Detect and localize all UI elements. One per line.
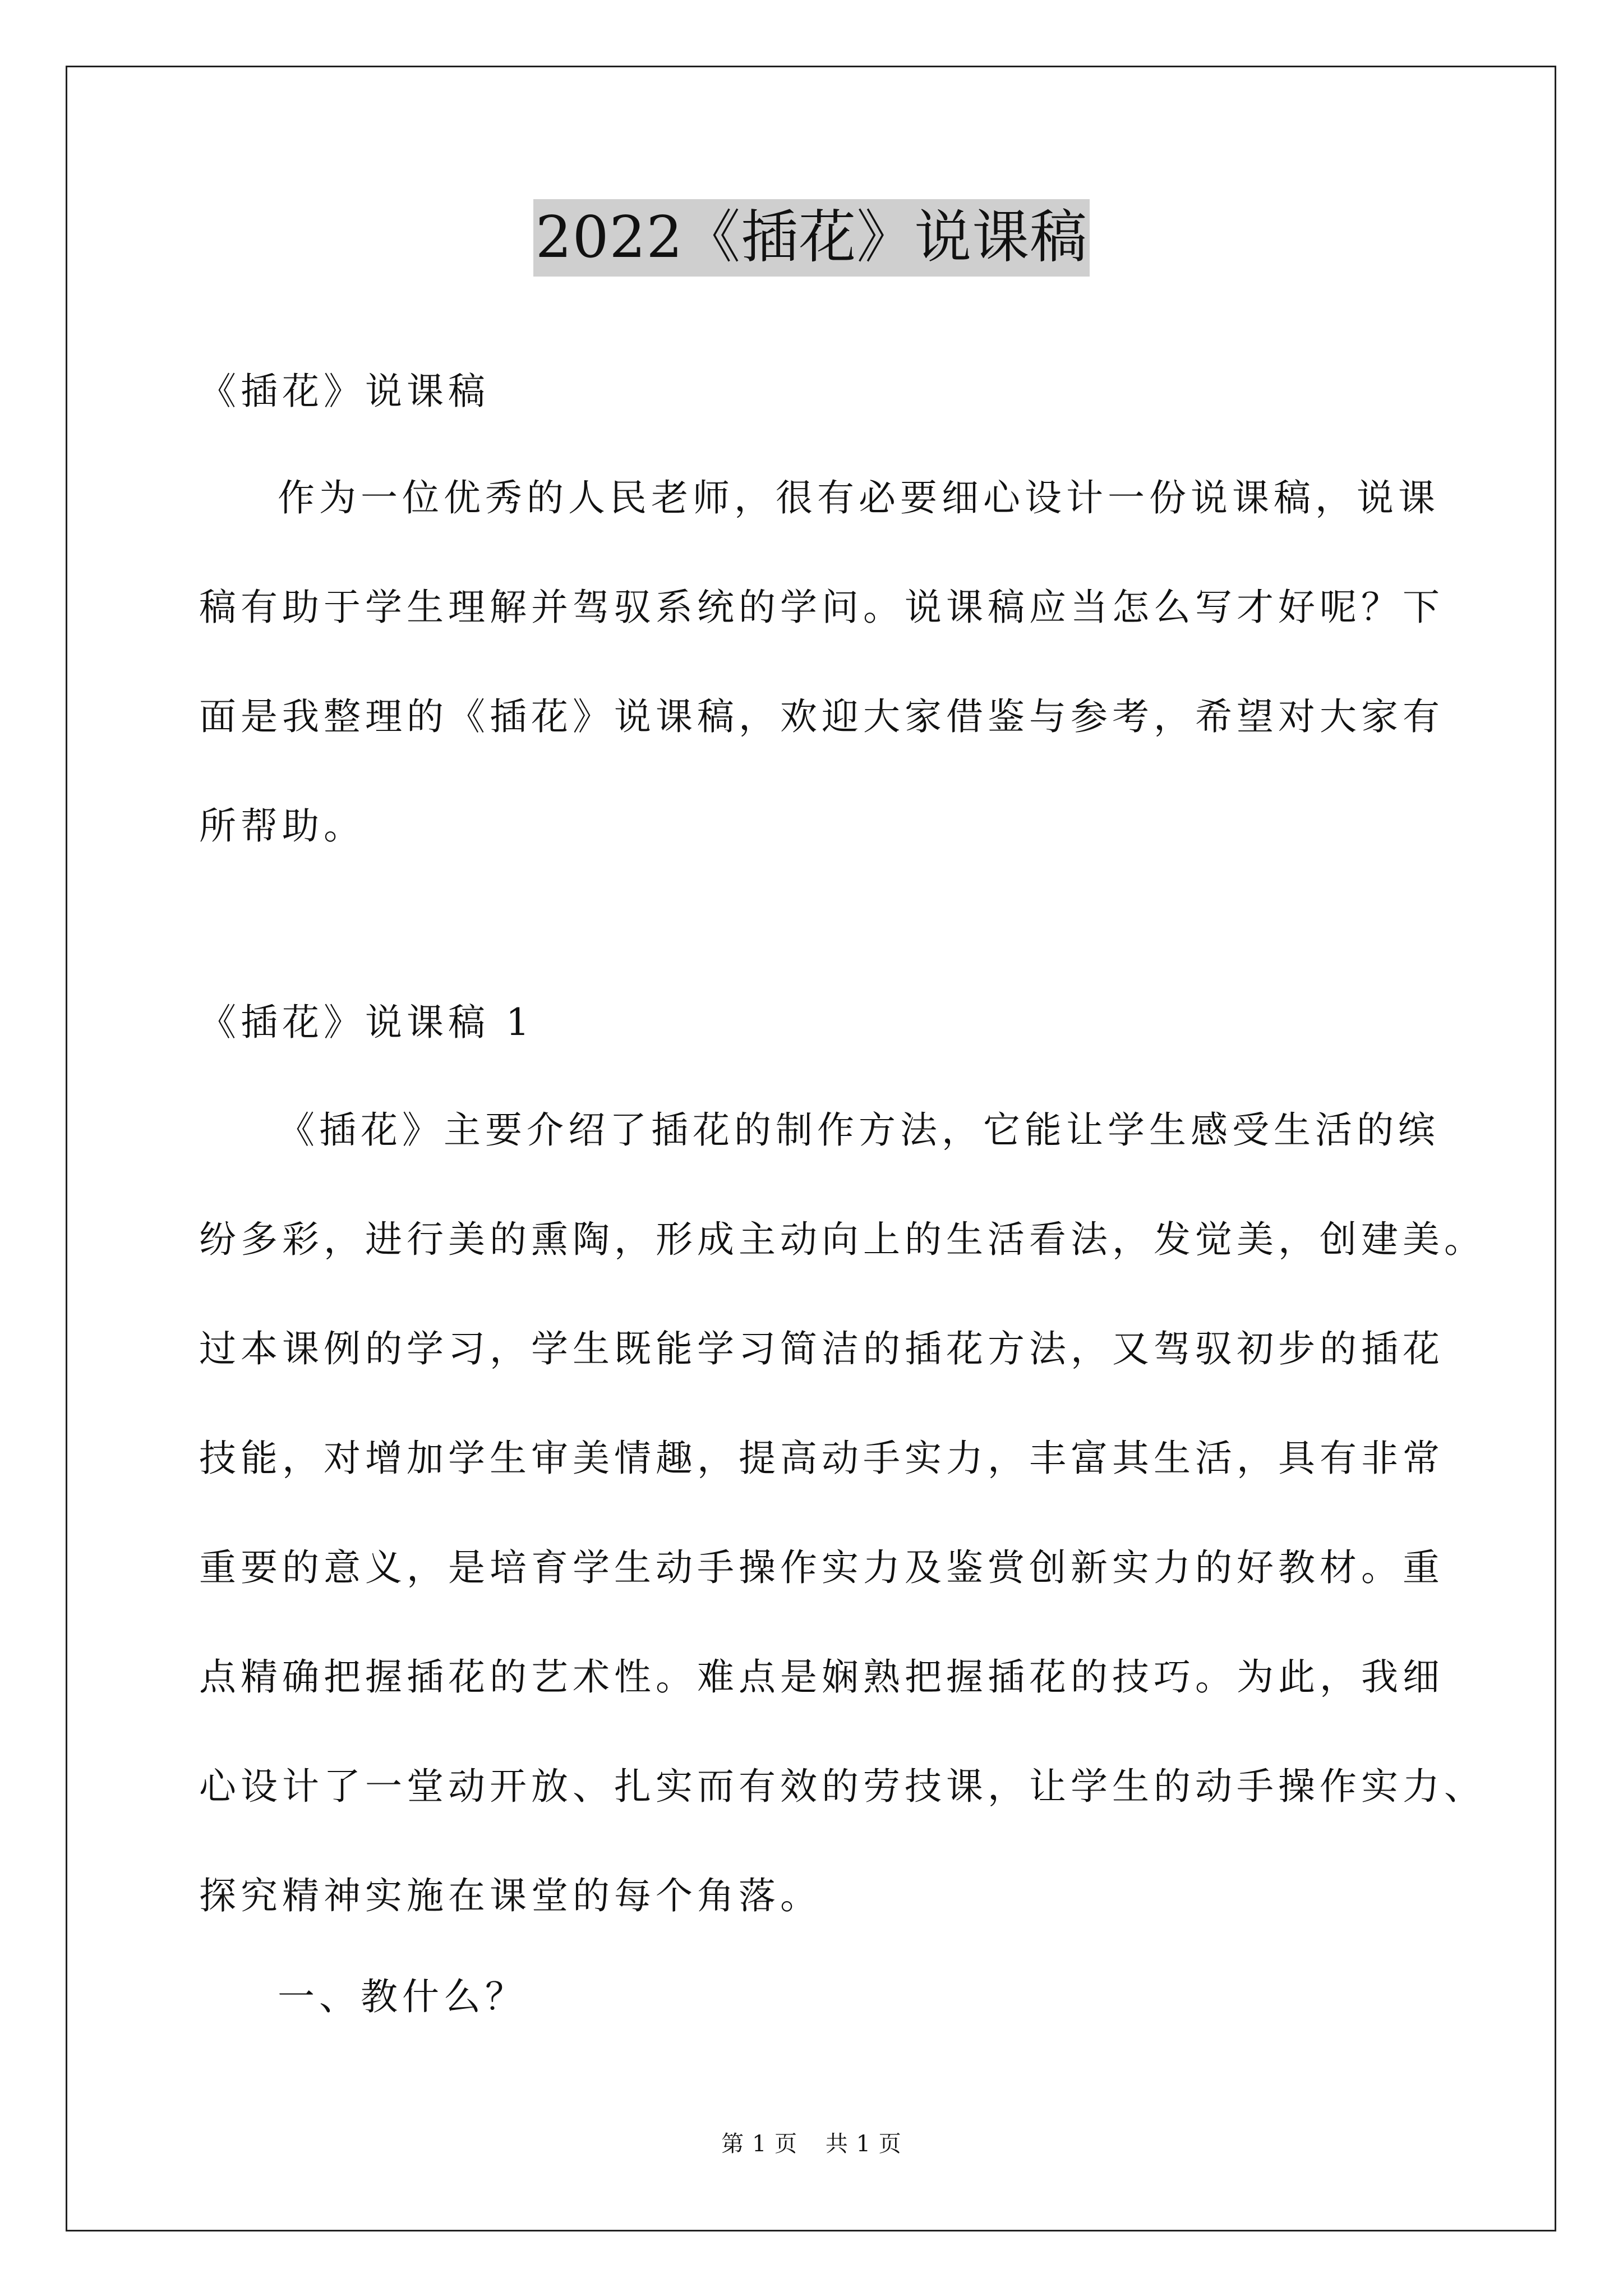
section-heading-2 (199, 1942, 1467, 2051)
intro-line: 面是我整理的《插花》说课稿，欢迎大家借鉴与参考，希望对大家有 (199, 695, 1444, 738)
section1-line: 技能，对增加学生审美情趣，提高动手实力，丰富其生活，具有非常 (199, 1437, 1444, 1480)
document-title: 2022《插花》说课稿 (533, 199, 1090, 277)
intro-line: 稿有助于学生理解并驾驭系统的学问。说课稿应当怎么写才好呢？下 (199, 586, 1444, 629)
section1-line: 《插花》主要介绍了插花的制作方法，它能让学生感受生活的缤 (278, 1108, 1440, 1152)
intro-line: 作为一位优秀的人民老师，很有必要细心设计一份说课稿，说课 (278, 476, 1440, 519)
intro-paragraph (199, 443, 1467, 881)
section-heading-1: 《插花》说课稿 1 (199, 1001, 534, 1044)
section1-paragraph (199, 1075, 1486, 1950)
subtitle: 《插花》说课稿 (199, 370, 490, 413)
section1-line: 点精确把握插花的艺术性。难点是娴熟把握插花的技巧。为此，我细 (199, 1655, 1444, 1699)
section1-line: 重要的意义，是培育学生动手操作实力及鉴赏创新实力的好教材。重 (199, 1546, 1444, 1589)
section1-line: 心设计了一堂动开放、扎实而有效的劳技课，让学生的动手操作实力、 (199, 1765, 1486, 1808)
page-number-current: 第 1 页 (721, 2131, 798, 2157)
section1-line: 过本课例的学习，学生既能学习简洁的插花方法，又驾驭初步的插花 (199, 1327, 1444, 1370)
section2-heading-text: 一、教什么？ (278, 1975, 527, 2018)
title-container (0, 199, 1623, 277)
section1-line: 探究精神实施在课堂的每个角落。 (199, 1874, 822, 1917)
page-footer (0, 2126, 1623, 2158)
page-number-total: 共 1 页 (825, 2131, 902, 2157)
intro-line: 所帮助。 (199, 804, 365, 848)
section1-line: 纷多彩，进行美的熏陶，形成主动向上的生活看法，发觉美，创建美。 (199, 1218, 1486, 1261)
